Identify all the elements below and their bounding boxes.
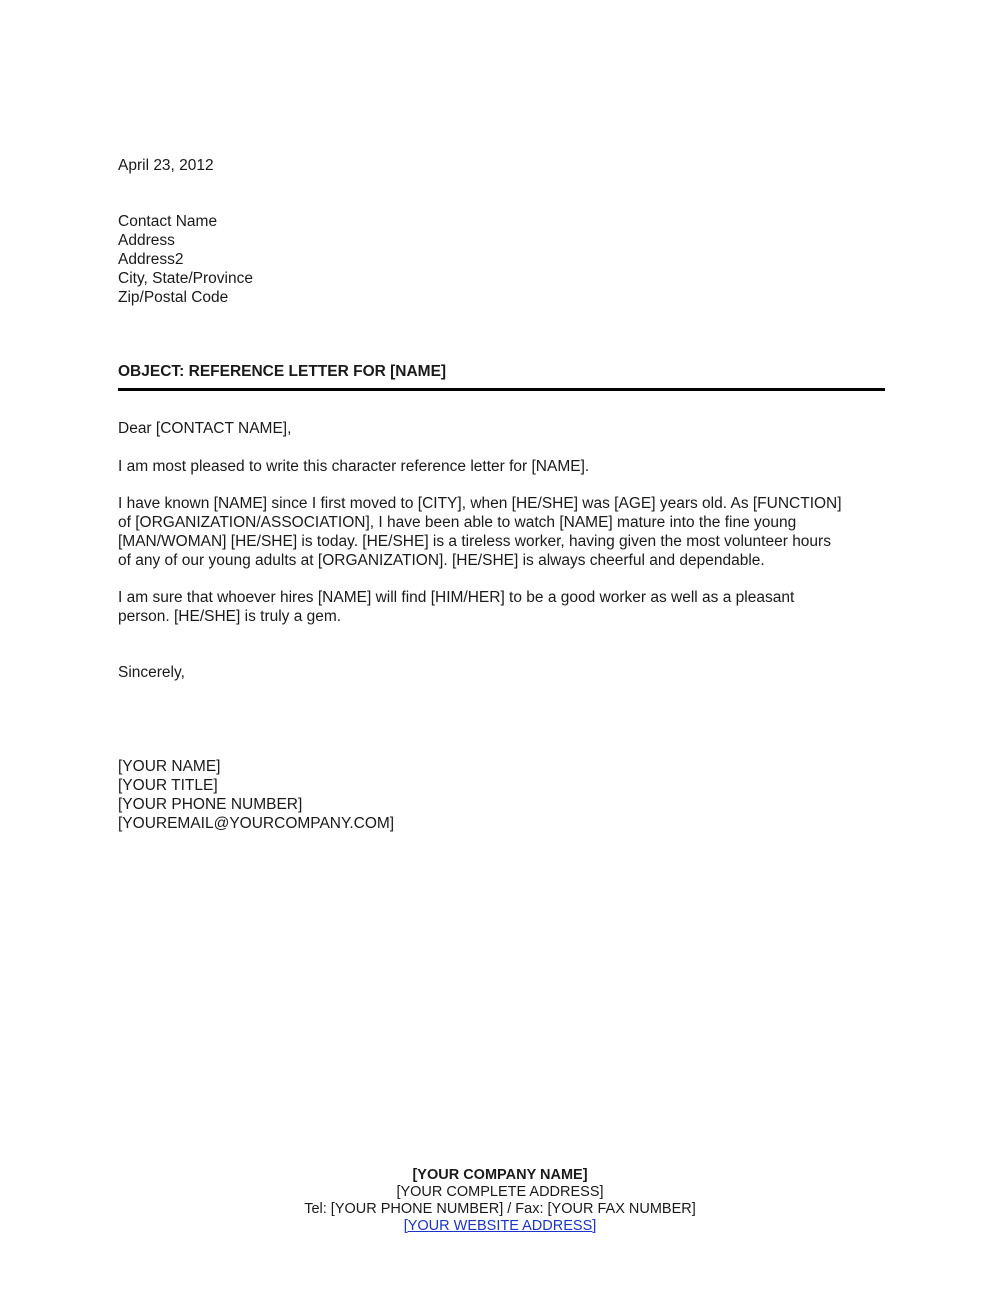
paragraph-2 (118, 494, 888, 570)
recipient-contact-name: Contact Name (118, 213, 218, 230)
letter-date (118, 156, 214, 175)
signature-name: [YOUR NAME] (118, 758, 221, 775)
footer-website-link[interactable]: [YOUR WEBSITE ADDRESS] (403, 1218, 597, 1234)
subject-text: OBJECT: REFERENCE LETTER FOR [NAME] (118, 363, 447, 380)
closing (118, 663, 185, 682)
recipient-address-block (118, 212, 253, 307)
signature-phone: [YOUR PHONE NUMBER] (118, 796, 303, 813)
signature-email: [YOUREMAIL@YOURCOMPANY.COM] (118, 815, 395, 832)
signature-title: [YOUR TITLE] (118, 777, 218, 794)
recipient-zip: Zip/Postal Code (118, 289, 229, 306)
signature-block (118, 757, 394, 833)
subject-line (118, 362, 446, 381)
subject-divider (118, 388, 885, 391)
paragraph-1-text: I am most pleased to write this character reference letter for [NAME]. (118, 458, 590, 475)
date-text: April 23, 2012 (118, 157, 214, 174)
paragraph-1 (118, 457, 888, 476)
paragraph-2-line: of [ORGANIZATION/ASSOCIATION], I have been able to watch [NAME] mature into the fine young (118, 514, 797, 531)
recipient-address: Address (118, 232, 175, 249)
recipient-address2: Address2 (118, 251, 184, 268)
footer-company-name: [YOUR COMPANY NAME] (412, 1167, 588, 1183)
footer-contact: Tel: [YOUR PHONE NUMBER] / Fax: [YOUR FAX NUMBER] (304, 1201, 696, 1217)
paragraph-2-line: I have known [NAME] since I first moved to [CITY], when [HE/SHE] was [AGE] years old. As [FUNCTION] (118, 495, 842, 512)
salutation-text: Dear [CONTACT NAME], (118, 420, 292, 437)
company-footer (0, 1167, 1000, 1235)
footer-address: [YOUR COMPLETE ADDRESS] (396, 1184, 604, 1200)
footer-website-line (0, 1218, 1000, 1235)
paragraph-2-line: [MAN/WOMAN] [HE/SHE] is today. [HE/SHE] is a tireless worker, having given the most volunteer hours (118, 533, 831, 550)
recipient-city-state: City, State/Province (118, 270, 253, 287)
paragraph-2-line: of any of our young adults at [ORGANIZATION]. [HE/SHE] is always cheerful and dependable. (118, 552, 765, 569)
paragraph-3 (118, 588, 888, 626)
closing-text: Sincerely, (118, 664, 185, 681)
paragraph-3-line: person. [HE/SHE] is truly a gem. (118, 608, 342, 625)
paragraph-3-line: I am sure that whoever hires [NAME] will find [HIM/HER] to be a good worker as well as a pleasant (118, 589, 795, 606)
salutation (118, 419, 291, 438)
